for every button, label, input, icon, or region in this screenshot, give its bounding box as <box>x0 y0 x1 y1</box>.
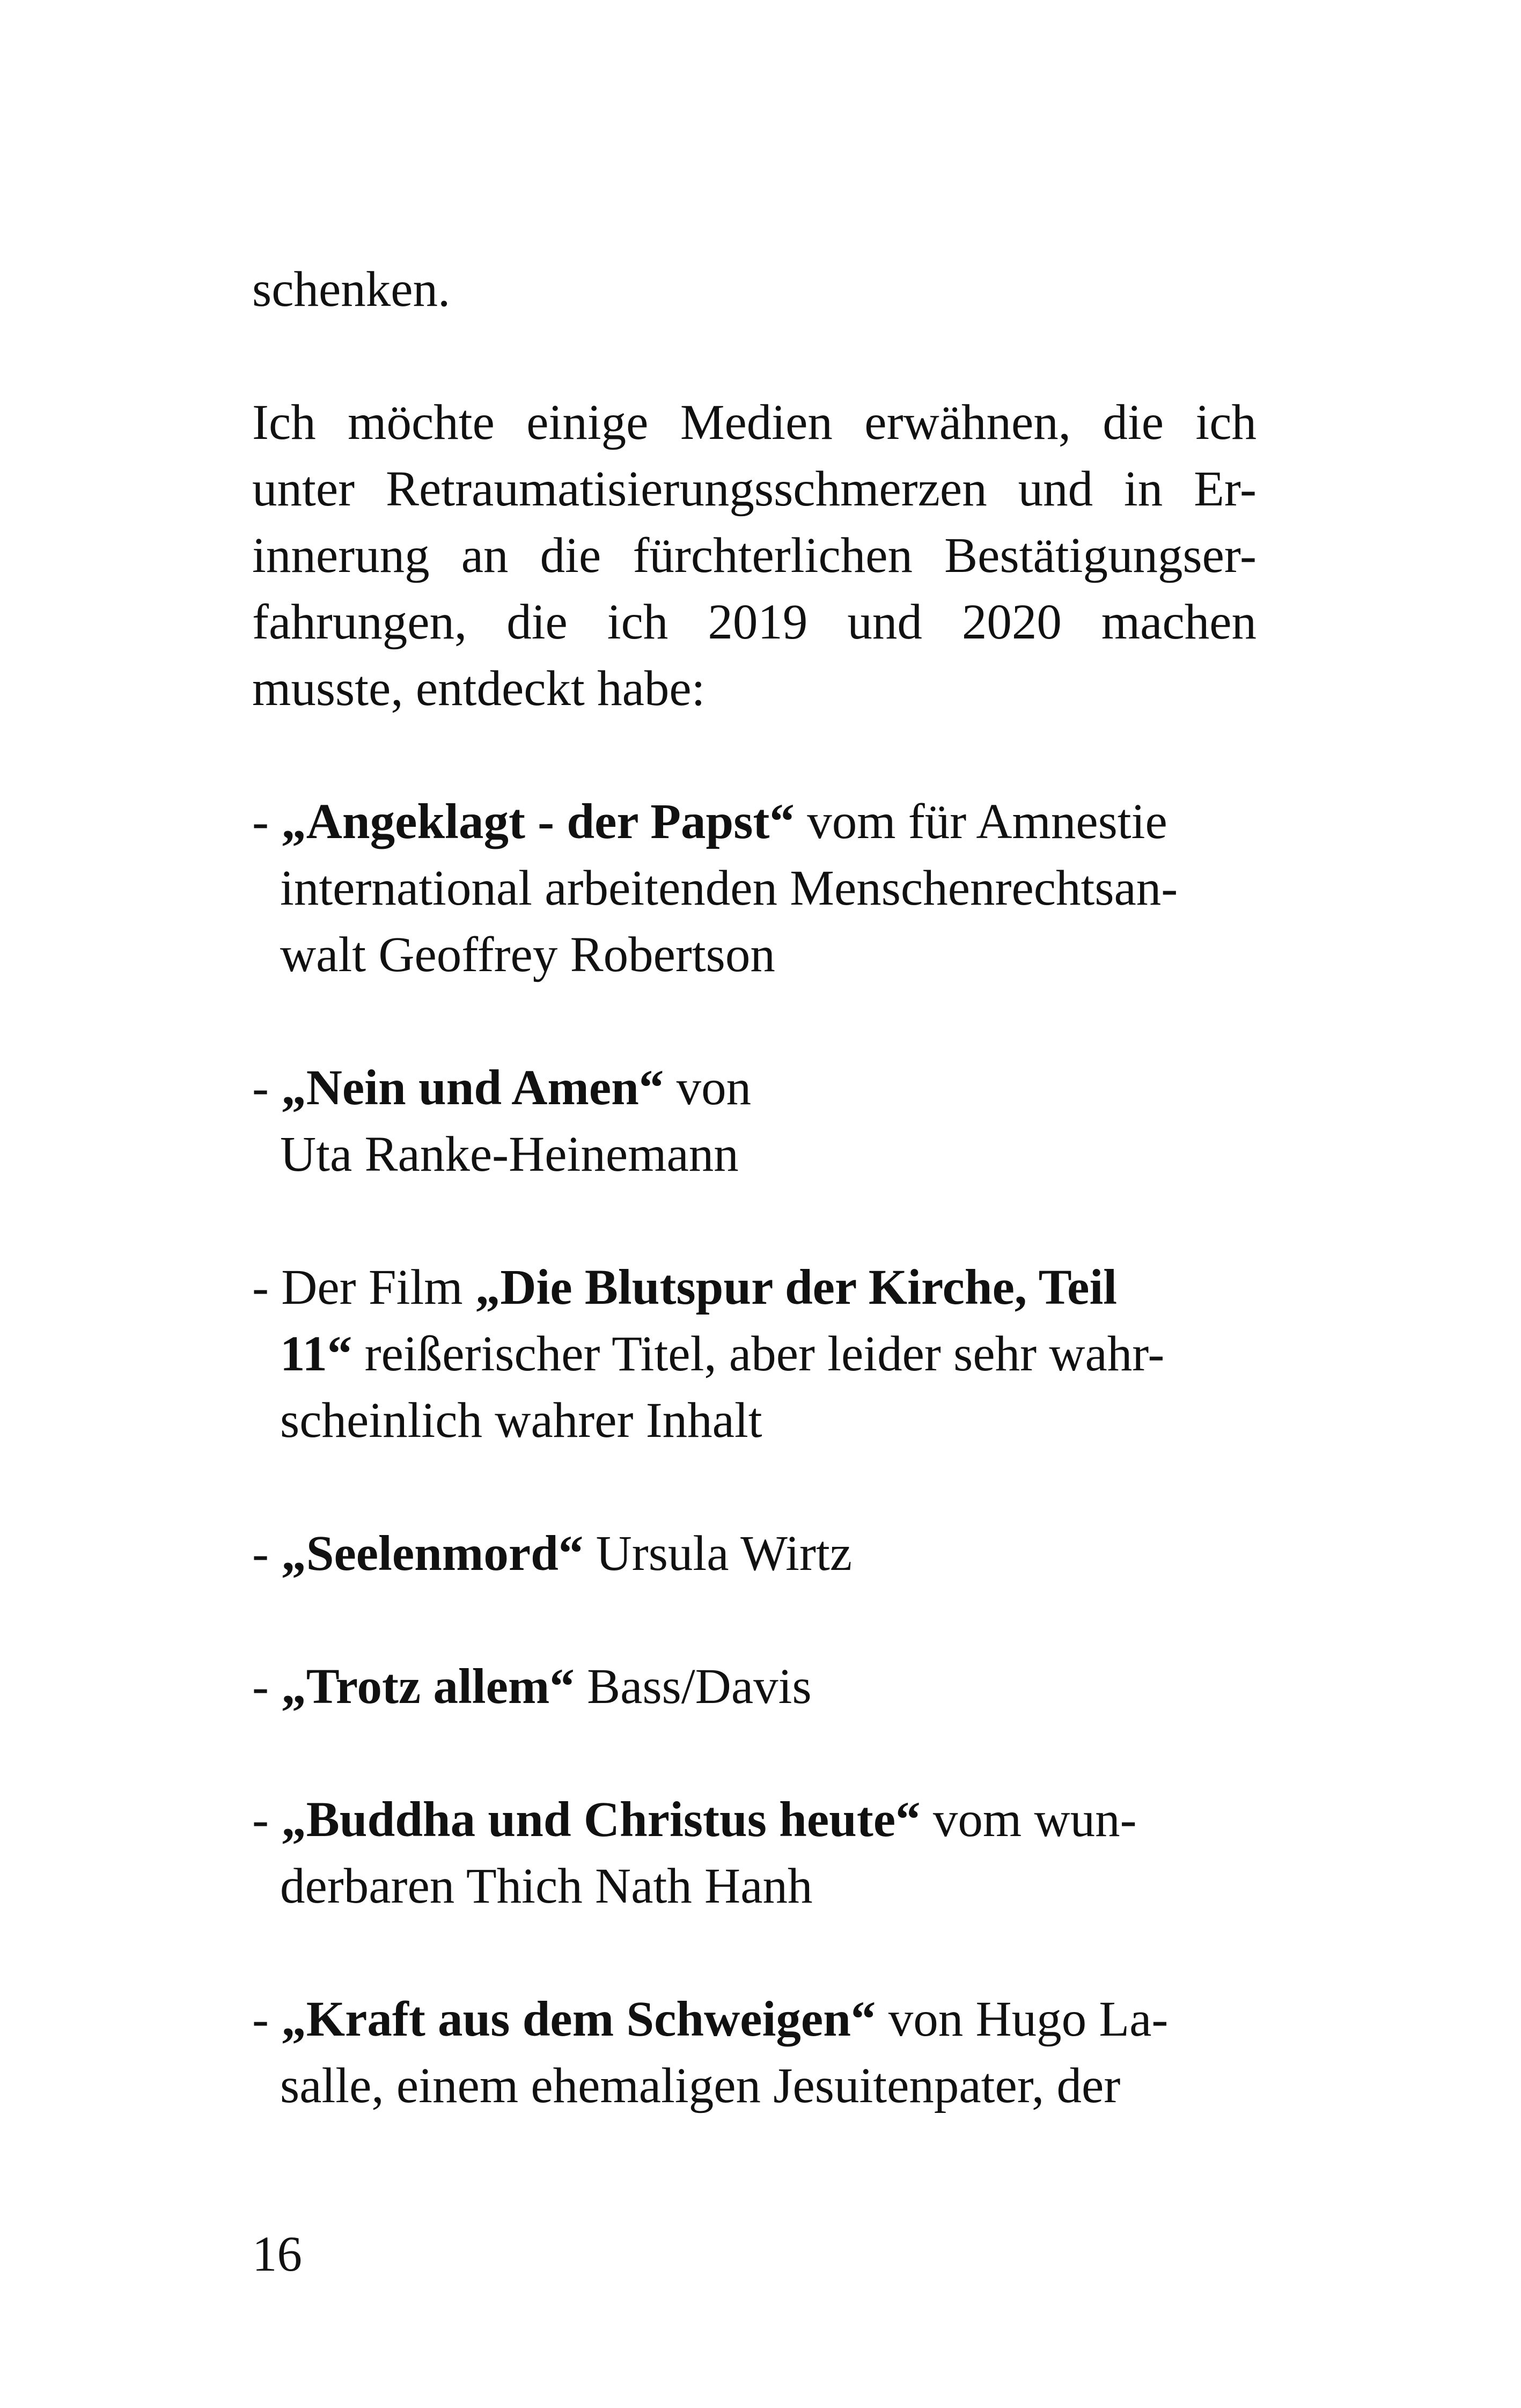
media-title: „Kraft aus dem Schweigen“ <box>281 1992 876 2047</box>
list-item-text: vom für Amnestie <box>794 794 1167 849</box>
list-item-prefix: - <box>252 1992 282 2047</box>
intro-line: musste, entdeckt habe: <box>252 661 706 716</box>
intro-line: fahrungen, die ich 2019 und 2020 machen <box>252 594 1257 650</box>
media-list-item <box>252 1787 1257 1920</box>
intro-line: unter Retraumatisierungsschmerzen und in Er- <box>252 461 1257 517</box>
media-title: 11“ <box>280 1326 352 1382</box>
list-item-line <box>252 1521 1257 1587</box>
media-list-item <box>252 1986 1257 2119</box>
media-title: „Nein und Amen“ <box>281 1060 664 1115</box>
continuation-text: schenken. <box>252 262 451 317</box>
list-item-line: salle, einem ehemaligen Jesuitenpater, der <box>280 2058 1121 2113</box>
list-item-line <box>252 1055 1257 1121</box>
media-title: „Seelenmord“ <box>281 1526 584 1581</box>
continuation-paragraph <box>252 256 1257 323</box>
intro-line: Ich möchte einige Medien erwähnen, die ich <box>252 395 1257 450</box>
media-title: „Trotz allem“ <box>281 1659 575 1714</box>
list-item-line: walt Geoffrey Robertson <box>280 927 775 982</box>
list-item-prefix: - <box>252 1659 282 1714</box>
list-item-line <box>252 1321 1257 1387</box>
intro-line: innerung an die fürchterlichen Bestätigungser- <box>252 528 1257 583</box>
intro-paragraph <box>252 390 1257 722</box>
media-list-item <box>252 1654 1257 1720</box>
media-title: „Angeklagt - der Papst“ <box>281 794 795 849</box>
page-number: 16 <box>252 2227 302 2282</box>
list-item-text: Bass/Davis <box>574 1659 812 1714</box>
list-item-line <box>252 1787 1257 1853</box>
list-item-line: international arbeitenden Menschenrechtsan- <box>280 861 1178 916</box>
list-item-line <box>252 1654 1257 1720</box>
media-list-item <box>252 789 1257 988</box>
list-item-text: vom wun- <box>920 1792 1137 1847</box>
list-item-line: Uta Ranke-Heinemann <box>280 1127 739 1182</box>
media-list-item <box>252 1055 1257 1188</box>
list-item-text: reißerischer Titel, aber leider sehr wahr- <box>352 1326 1165 1382</box>
media-list-item <box>252 1254 1257 1454</box>
list-item-text: Ursula Wirtz <box>583 1526 853 1581</box>
media-title: „Buddha und Christus heute“ <box>281 1792 921 1847</box>
list-item-text: von Hugo La- <box>876 1992 1169 2047</box>
list-item-text: von <box>664 1060 752 1115</box>
list-item-line <box>252 1254 1257 1321</box>
list-item-line: scheinlich wahrer Inhalt <box>280 1393 762 1448</box>
list-item-line: derbaren Thich Nath Hanh <box>280 1859 813 1914</box>
list-item-line <box>252 789 1257 855</box>
list-item-prefix: - <box>252 1526 282 1581</box>
list-item-prefix: - <box>252 1060 282 1115</box>
media-list-item <box>252 1521 1257 1587</box>
media-title: „Die Blutspur der Kirche, Teil <box>475 1260 1118 1315</box>
list-item-prefix: - <box>252 1792 282 1847</box>
list-item-line <box>252 1986 1257 2053</box>
list-item-prefix: - Der Film <box>252 1260 475 1315</box>
list-item-prefix: - <box>252 794 282 849</box>
